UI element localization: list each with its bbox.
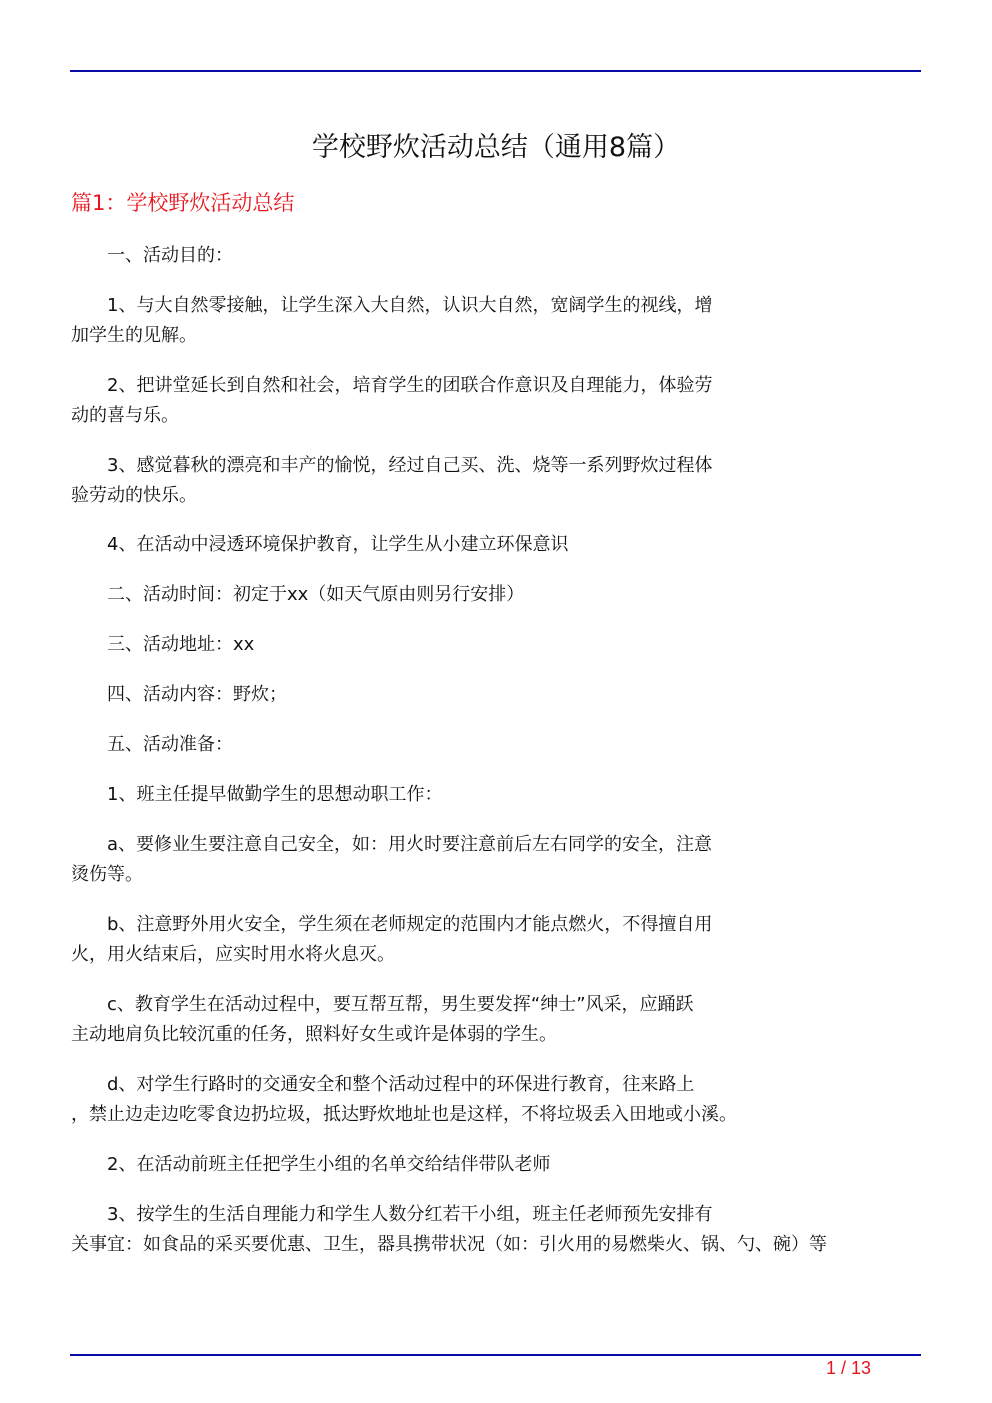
paragraph-purpose-2-line-1: 2、把讲堂延长到自然和社会，培育学生的团联合作意识及自理能力，体验劳 bbox=[71, 375, 713, 396]
header-rule bbox=[70, 70, 921, 72]
paragraph-prep-1: 1、班主任提早做勤学生的思想动职工作： bbox=[71, 784, 443, 805]
document-title: 学校野炊活动总结（通用8篇） bbox=[311, 132, 681, 163]
paragraph-prep-1d-line-1: d、对学生行路时的交通安全和整个活动过程中的环保进行教育，往来路上 bbox=[71, 1074, 695, 1095]
paragraph-activity-content: 四、活动内容：野炊； bbox=[71, 684, 287, 705]
paragraph-prep-1a-line-1: a、要修业生要注意自己安全，如：用火时要注意前后左右同学的安全，注意 bbox=[71, 834, 713, 855]
paragraph-purpose-3-line-1: 3、感觉暮秋的漂亮和丰产的愉悦，经过自己买、洗、烧等一系列野炊过程体 bbox=[71, 455, 713, 476]
paragraph-activity-time: 二、活动时间：初定于xx（如天气原由则另行安排） bbox=[71, 584, 525, 605]
section-heading: 篇1：学校野炊活动总结 bbox=[71, 191, 295, 215]
paragraph-prep-3-line-1: 3、按学生的生活自理能力和学生人数分红若干小组，班主任老师预先安排有 bbox=[71, 1204, 713, 1225]
paragraph-purpose-3-line-2: 验劳动的快乐。 bbox=[71, 485, 197, 506]
paragraph-prep-2: 2、在活动前班主任把学生小组的名单交给结伴带队老师 bbox=[71, 1154, 551, 1175]
paragraph-purpose-heading: 一、活动目的： bbox=[71, 245, 233, 266]
paragraph-prep-1d-line-2: ，禁止边走边吃零食边扔垃圾，抵达野炊地址也是这样，不将垃圾丢入田地或小溪。 bbox=[71, 1104, 737, 1125]
paragraph-prep-1b-line-2: 火，用火结束后，应实时用水将火息灭。 bbox=[71, 944, 395, 965]
paragraph-purpose-4: 4、在活动中浸透环境保护教育，让学生从小建立环保意识 bbox=[71, 534, 569, 555]
paragraph-purpose-1-line-1: 1、与大自然零接触，让学生深入大自然，认识大自然，宽阔学生的视线，增 bbox=[71, 295, 713, 316]
paragraph-activity-location: 三、活动地址：xx bbox=[71, 634, 255, 655]
paragraph-prep-1b-line-1: b、注意野外用火安全，学生须在老师规定的范围内才能点燃火，不得擅自用 bbox=[71, 914, 713, 935]
footer-rule bbox=[70, 1354, 921, 1356]
paragraph-prep-3-line-2: 关事宜：如食品的采买要优惠、卫生，器具携带状况（如：引火用的易燃柴火、锅、勺、碗）等 bbox=[71, 1234, 827, 1255]
paragraph-prep-1c-line-2: 主动地肩负比较沉重的任务，照料好女生或许是体弱的学生。 bbox=[71, 1024, 557, 1045]
paragraph-purpose-2-line-2: 动的喜与乐。 bbox=[71, 405, 179, 426]
page-indicator: 1 / 13 bbox=[826, 1358, 872, 1378]
paragraph-preparation-heading: 五、活动准备： bbox=[71, 734, 233, 755]
paragraph-prep-1c-line-1: c、教育学生在活动过程中，要互帮互帮，男生要发挥“绅士”风采，应踊跃 bbox=[71, 994, 694, 1015]
paragraph-prep-1a-line-2: 烫伤等。 bbox=[71, 864, 143, 885]
paragraph-purpose-1-line-2: 加学生的见解。 bbox=[71, 325, 197, 346]
